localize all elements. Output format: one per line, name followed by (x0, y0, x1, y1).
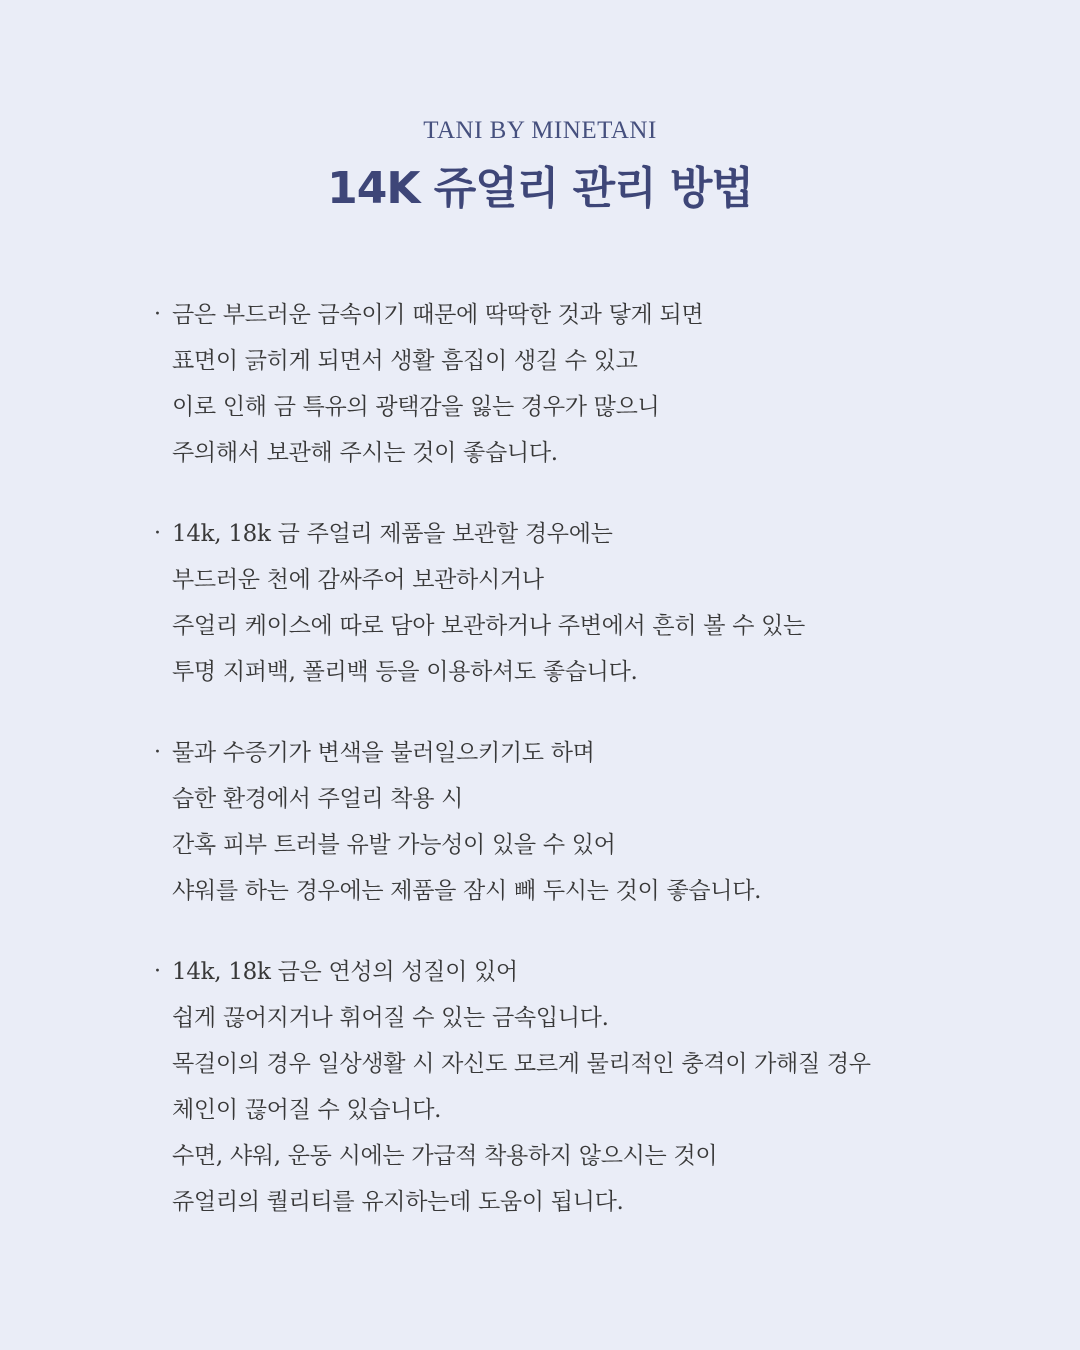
brand-name: TANI BY MINETANI (423, 117, 657, 144)
instruction-line: 수면, 샤워, 운동 시에는 가급적 착용하지 않으시는 것이 (172, 1143, 718, 1169)
instruction-section (150, 730, 1050, 914)
instruction-line: 14k, 18k 금은 연성의 성질이 있어 (172, 959, 518, 985)
instruction-line: 쉽게 끊어지거나 휘어질 수 있는 금속입니다. (172, 1005, 609, 1031)
header (0, 112, 1080, 220)
instruction-section (150, 292, 1050, 476)
page-title: 14K 쥬얼리 관리 방법 (327, 163, 753, 214)
instruction-line: 표면이 긁히게 되면서 생활 흠집이 생길 수 있고 (172, 348, 638, 374)
instruction-line: 금은 부드러운 금속이기 때문에 딱딱한 것과 닿게 되면 (172, 302, 704, 328)
instruction-line: 주의해서 보관해 주시는 것이 좋습니다. (172, 440, 558, 466)
instruction-section (150, 511, 1050, 695)
instruction-line: 부드러운 천에 감싸주어 보관하시거나 (172, 567, 544, 593)
bullet: · (154, 521, 161, 546)
bullet: · (154, 740, 161, 765)
instruction-line: 주얼리 케이스에 따로 담아 보관하거나 주변에서 흔히 볼 수 있는 (172, 613, 805, 639)
instruction-line: 목걸이의 경우 일상생활 시 자신도 모르게 물리적인 충격이 가해질 경우 (172, 1051, 871, 1077)
instruction-line: 체인이 끊어질 수 있습니다. (172, 1097, 442, 1123)
instruction-line: 이로 인해 금 특유의 광택감을 잃는 경우가 많으니 (172, 394, 660, 420)
instruction-line: 쥬얼리의 퀄리티를 유지하는데 도움이 됩니다. (172, 1189, 624, 1215)
instruction-line: 간혹 피부 트러블 유발 가능성이 있을 수 있어 (172, 832, 616, 858)
instruction-line: 투명 지퍼백, 폴리백 등을 이용하셔도 좋습니다. (172, 659, 638, 685)
instruction-line: 14k, 18k 금 주얼리 제품을 보관할 경우에는 (172, 521, 613, 547)
bullet: · (154, 959, 161, 984)
instruction-line: 샤워를 하는 경우에는 제품을 잠시 빼 두시는 것이 좋습니다. (172, 878, 762, 904)
instruction-line: 습한 환경에서 주얼리 착용 시 (172, 786, 464, 812)
instruction-section (150, 949, 1050, 1225)
bullet: · (154, 302, 161, 327)
instruction-line: 물과 수증기가 변색을 불러일으키기도 하며 (172, 740, 595, 766)
care-instructions (150, 292, 1050, 1260)
